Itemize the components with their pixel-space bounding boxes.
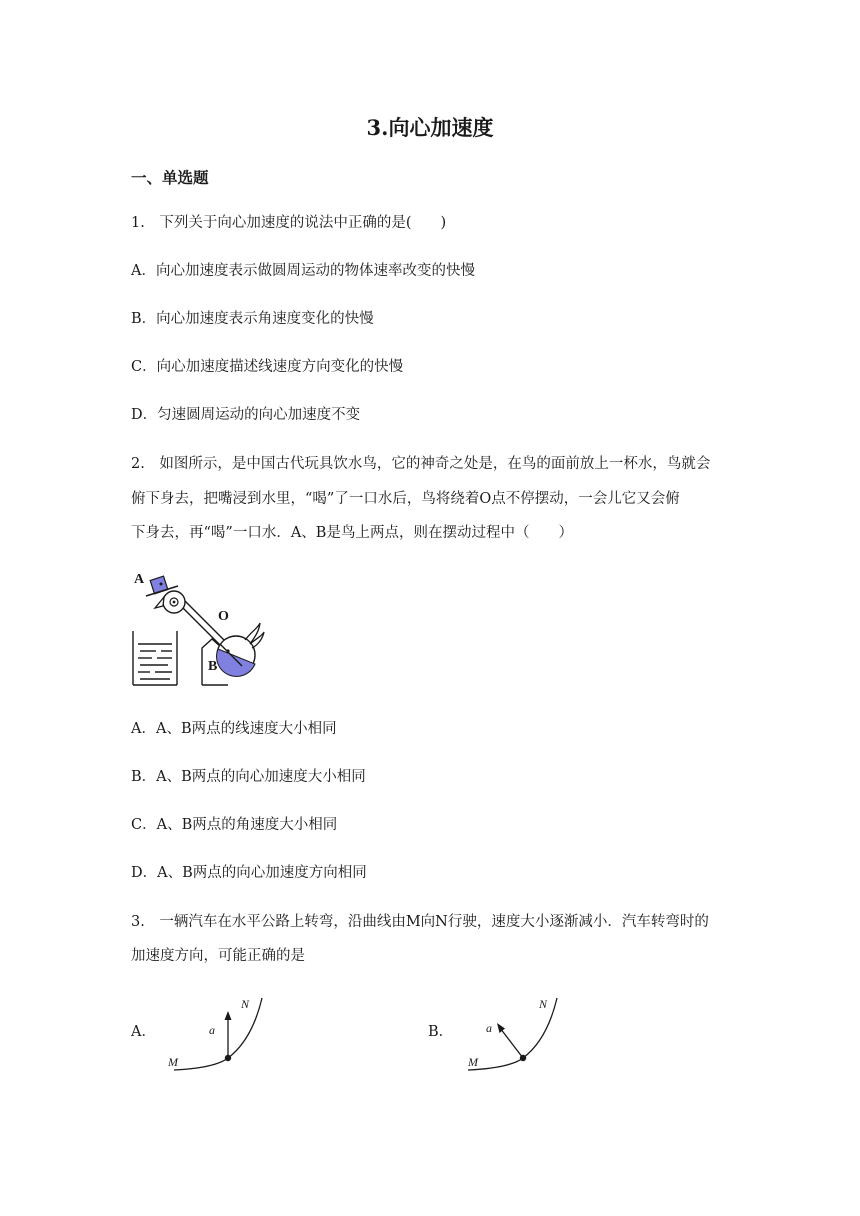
water-cup — [133, 631, 177, 685]
q2-option-c: C．A、B两点的角速度大小相同 — [131, 817, 338, 833]
q1-option-d: D．匀速圆周运动的向心加速度不变 — [131, 407, 361, 423]
q3-option-a-figure — [160, 992, 270, 1077]
label-n: N — [241, 997, 250, 1011]
page-title: 3.向心加速度 — [366, 115, 494, 140]
label-o: O — [218, 609, 229, 624]
q3-option-b-figure — [460, 992, 570, 1077]
q3-option-b-label: B． — [428, 1024, 454, 1040]
drinking-bird-figure — [128, 568, 273, 690]
q2-option-b: B．A、B两点的向心加速度大小相同 — [131, 769, 366, 785]
q1-option-a: A．向心加速度表示做圆周运动的物体速率改变的快慢 — [131, 263, 475, 279]
label-accel: a — [486, 1021, 492, 1035]
q3-stem-line-2: 加速度方向，可能正确的是 — [131, 948, 305, 964]
q2-option-a: A．A、B两点的线速度大小相同 — [131, 721, 337, 737]
q1-option-c: C．向心加速度描述线速度方向变化的快慢 — [131, 359, 404, 375]
label-n: N — [539, 997, 548, 1011]
label-m: M — [468, 1055, 478, 1069]
bird-beak — [155, 597, 164, 608]
label-b: B — [208, 659, 218, 674]
q3-option-a-label: A． — [131, 1024, 156, 1040]
q3-stem-line-1: 3. 一辆汽车在水平公路上转弯，沿曲线由M向N行驶，速度大小逐渐减小．汽车转弯时的 — [131, 914, 709, 930]
q1-stem: 1. 下列关于向心加速度的说法中正确的是( ) — [131, 215, 447, 231]
q1-option-b: B．向心加速度表示角速度变化的快慢 — [131, 311, 374, 327]
label-accel: a — [209, 1023, 215, 1037]
q2-option-d: D．A、B两点的向心加速度方向相同 — [131, 865, 367, 881]
section-heading: 一、单选题 — [131, 168, 209, 187]
q2-stem-line-3: 下身去，再“喝”一口水．A、B是鸟上两点，则在摆动过程中（ ） — [131, 525, 573, 541]
label-m: M — [168, 1055, 178, 1069]
q2-stem-line-2: 俯下身去，把嘴浸到水里，“喝”了一口水后，鸟将绕着O点不停摆动，一会儿它又会俯 — [131, 491, 680, 507]
label-a: A — [134, 572, 145, 587]
q2-stem-line-1: 2. 如图所示，是中国古代玩具饮水鸟，它的神奇之处是，在鸟的面前放上一杯水，鸟就会 — [131, 456, 711, 472]
